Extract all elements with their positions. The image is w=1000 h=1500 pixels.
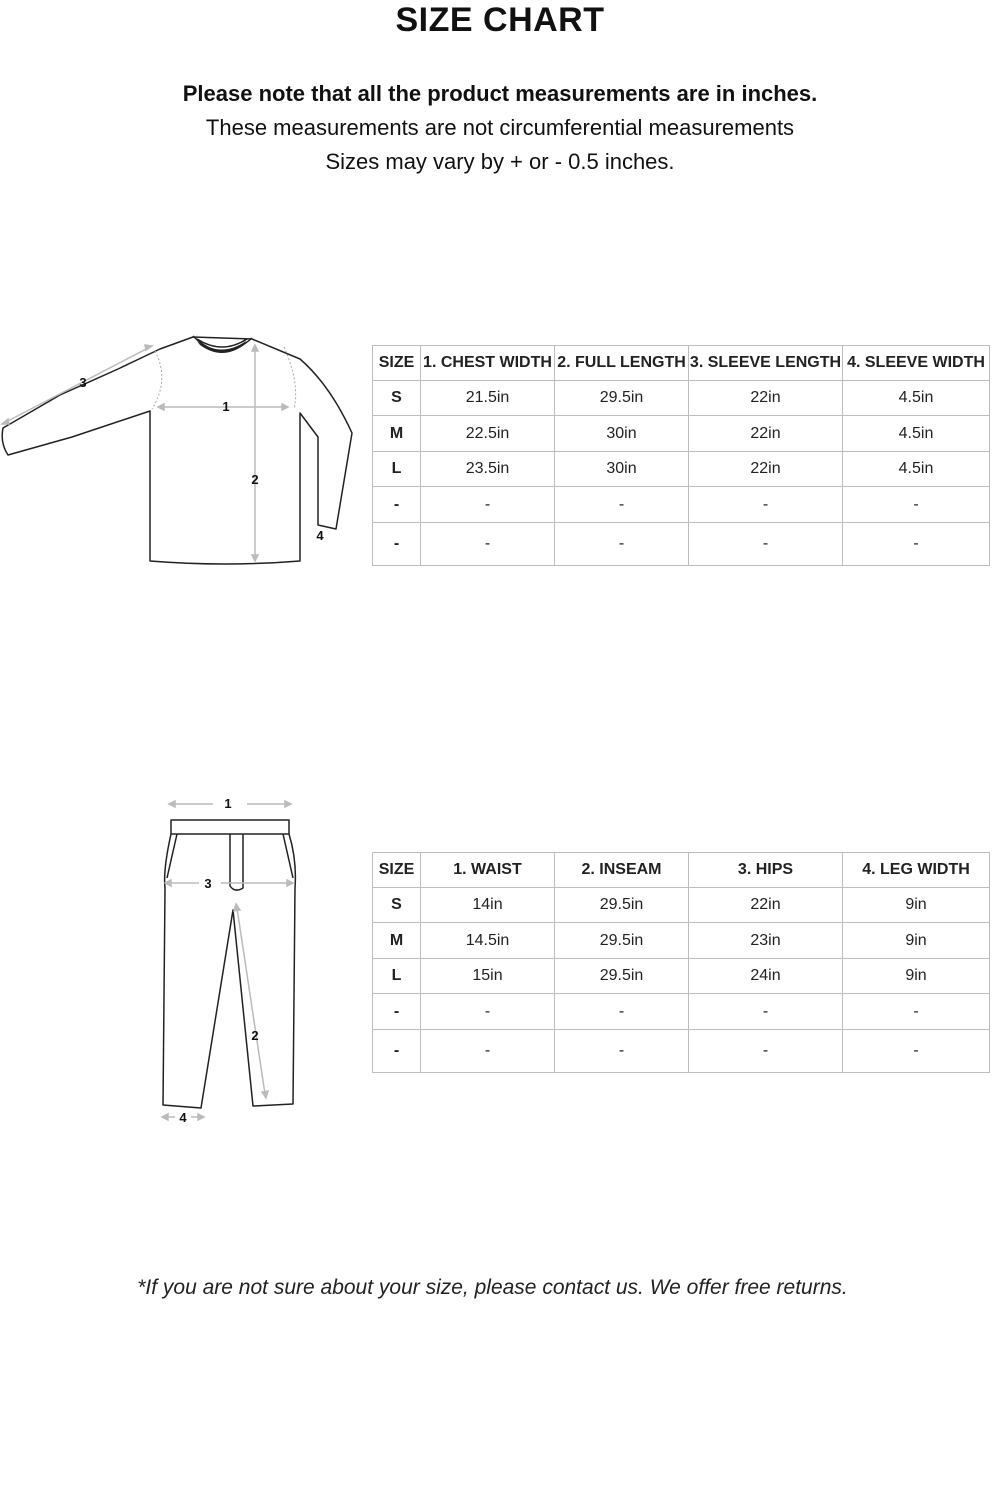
table-cell: 9in	[843, 923, 990, 959]
header-inseam: 2. INSEAM	[555, 853, 689, 888]
size-cell: M	[373, 416, 421, 452]
table-cell: -	[555, 994, 689, 1030]
size-cell: -	[373, 1030, 421, 1073]
table-cell: 30in	[555, 452, 689, 487]
size-cell: -	[373, 487, 421, 523]
header-size: SIZE	[373, 346, 421, 381]
header-leg-width: 4. LEG WIDTH	[843, 853, 990, 888]
label-leg-width: 4	[179, 1110, 187, 1125]
table-cell: -	[689, 523, 843, 566]
header-waist: 1. WAIST	[421, 853, 555, 888]
table-row	[373, 959, 990, 994]
table-row	[373, 888, 990, 923]
sweatshirt-diagram-icon	[0, 325, 360, 575]
label-chest-width: 1	[222, 399, 230, 414]
note-variance: Sizes may vary by + or - 0.5 inches.	[325, 149, 675, 174]
table-cell: 4.5in	[843, 452, 990, 487]
table-cell: -	[421, 487, 555, 523]
table-cell: -	[843, 487, 990, 523]
table-cell: 22in	[689, 416, 843, 452]
table-row	[373, 381, 990, 416]
table-cell: -	[555, 1030, 689, 1073]
page-title: SIZE CHART	[395, 1, 605, 39]
table-cell: 29.5in	[555, 923, 689, 959]
table-cell: 29.5in	[555, 381, 689, 416]
table-cell: -	[421, 523, 555, 566]
table-cell: -	[689, 487, 843, 523]
table-row	[373, 523, 990, 566]
table-cell: 14.5in	[421, 923, 555, 959]
table-cell: 22in	[689, 381, 843, 416]
table-row	[373, 416, 990, 452]
table-cell: 4.5in	[843, 381, 990, 416]
table-row	[373, 1030, 990, 1073]
size-cell: S	[373, 888, 421, 923]
table-cell: -	[843, 523, 990, 566]
table-cell: -	[843, 1030, 990, 1073]
table-cell: 9in	[843, 959, 990, 994]
table-cell: -	[689, 1030, 843, 1073]
table-cell: 14in	[421, 888, 555, 923]
table-cell: 29.5in	[555, 959, 689, 994]
label-full-length: 2	[251, 472, 259, 487]
top-size-table	[372, 345, 990, 566]
size-cell: -	[373, 523, 421, 566]
table-row	[373, 994, 990, 1030]
table-cell: 30in	[555, 416, 689, 452]
table-cell: 23.5in	[421, 452, 555, 487]
header-size: SIZE	[373, 853, 421, 888]
label-hips: 3	[204, 876, 212, 891]
size-cell: L	[373, 452, 421, 487]
label-sleeve-width: 4	[316, 528, 324, 543]
table-cell: -	[421, 1030, 555, 1073]
header-full-length: 2. FULL LENGTH	[555, 346, 689, 381]
table-cell: 15in	[421, 959, 555, 994]
header-sleeve-width: 4. SLEEVE WIDTH	[843, 346, 990, 381]
size-cell: M	[373, 923, 421, 959]
table-header-row	[373, 853, 990, 888]
table-cell: 22in	[689, 888, 843, 923]
table-row	[373, 487, 990, 523]
table-cell: -	[555, 523, 689, 566]
note-circumferential: These measurements are not circumferential measurements	[205, 115, 795, 140]
table-cell: 29.5in	[555, 888, 689, 923]
table-cell: 22.5in	[421, 416, 555, 452]
pants-diagram-icon	[155, 790, 305, 1130]
table-cell: 24in	[689, 959, 843, 994]
table-header-row	[373, 346, 990, 381]
note-inches: Please note that all the product measurements are in inches.	[182, 81, 818, 106]
size-cell: L	[373, 959, 421, 994]
bottom-size-table	[372, 852, 990, 1073]
table-cell: 22in	[689, 452, 843, 487]
table-cell: -	[555, 487, 689, 523]
table-cell: -	[843, 994, 990, 1030]
table-cell: 21.5in	[421, 381, 555, 416]
size-cell: S	[373, 381, 421, 416]
table-row	[373, 452, 990, 487]
table-cell: 23in	[689, 923, 843, 959]
header-sleeve-length: 3. SLEEVE LENGTH	[689, 346, 843, 381]
table-cell: -	[421, 994, 555, 1030]
label-waist: 1	[224, 796, 232, 811]
table-cell: 9in	[843, 888, 990, 923]
table-cell: 4.5in	[843, 416, 990, 452]
header-hips: 3. HIPS	[689, 853, 843, 888]
footer-note: *If you are not sure about your size, please contact us. We offer free returns.	[137, 1276, 848, 1299]
label-sleeve-length: 3	[79, 375, 87, 390]
table-row	[373, 923, 990, 959]
label-inseam: 2	[251, 1028, 259, 1043]
size-cell: -	[373, 994, 421, 1030]
header-chest-width: 1. CHEST WIDTH	[421, 346, 555, 381]
table-cell: -	[689, 994, 843, 1030]
